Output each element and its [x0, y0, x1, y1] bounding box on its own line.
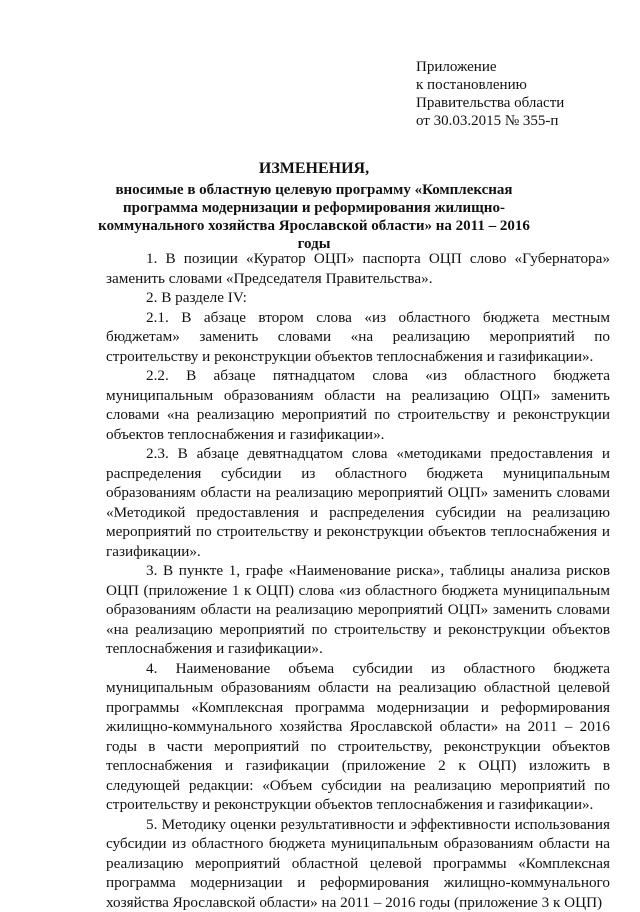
paragraph-5: 5. Методику оценки результативности и эффективности использования субсидии из областного бюджета муниципальным образованиям области на реализацию мероприятий областной целевой программы «Комплексная программа модернизации и реформирования жилищно-коммунального хозяйства Ярославской области» на 2011 – 2016 годы (приложение 3 к ОЦП) — [106, 815, 610, 912]
paragraph-2: 2. В разделе IV: — [106, 288, 610, 308]
paragraph-2-1: 2.1. В абзаце втором слова «из областного бюджета местным бюджетам» заменить словами «на реализацию мероприятий по строительству и реконструкции объектов теплоснабжения и газификации». — [106, 308, 610, 367]
appendix-date-number: от 30.03.2015 № 355-п — [416, 112, 616, 130]
document-subtitle: вносимые в областную целевую программу «Комплексная программа модернизации и реформирования жилищно-коммунального хозяйства Ярославской области» на 2011 – 2016 годы — [92, 181, 536, 253]
document-title: ИЗМЕНЕНИЯ, — [100, 160, 528, 178]
paragraph-2-2: 2.2. В абзаце пятнадцатом слова «из областного бюджета муниципальным образованиям области на реализацию ОЦП» заменить словами «на реализацию мероприятий по строительству и реконструкции объектов теплоснабжения и газификации». — [106, 366, 610, 444]
appendix-line: Правительства области — [416, 94, 616, 112]
paragraph-1: 1. В позиции «Куратор ОЦП» паспорта ОЦП слово «Губернатора» заменить словами «Председателя Правительства». — [106, 249, 610, 288]
appendix-line: Приложение — [416, 58, 616, 76]
paragraph-2-3: 2.3. В абзаце девятнадцатом слова «методиками предоставления и распределения субсидии из областного бюджета муниципальным образованиям области на реализацию мероприятий ОЦП» заменить словами «Методикой предоставления и распределения субсидии на реализацию мероприятий по строительству и реконструкции объектов теплоснабжения и газификации». — [106, 444, 610, 561]
appendix-line: к постановлению — [416, 76, 616, 94]
document-body — [106, 249, 610, 912]
paragraph-3: 3. В пункте 1, графе «Наименование риска», таблицы анализа рисков ОЦП (приложение 1 к ОЦП) слова «из областного бюджета муниципальным образованиям области на реализацию мероприятий ОЦП» заменить словами «на реализацию мероприятий по строительству и реконструкции объектов теплоснабжения и газификации». — [106, 561, 610, 659]
paragraph-4: 4. Наименование объема субсидии из областного бюджета муниципальным образованиям области на реализацию областной целевой программы «Комплексная программа модернизации и реформирования жилищно-коммунального хозяйства Ярославской области» на 2011 – 2016 годы в части мероприятий по строительству, реконструкции объектов теплоснабжения и газификации (приложение 2 к ОЦП) изложить в следующей редакции: «Объем субсидии на реализацию мероприятий по строительству и реконструкции объектов теплоснабжения и газификации». — [106, 659, 610, 815]
appendix-block — [416, 58, 616, 130]
